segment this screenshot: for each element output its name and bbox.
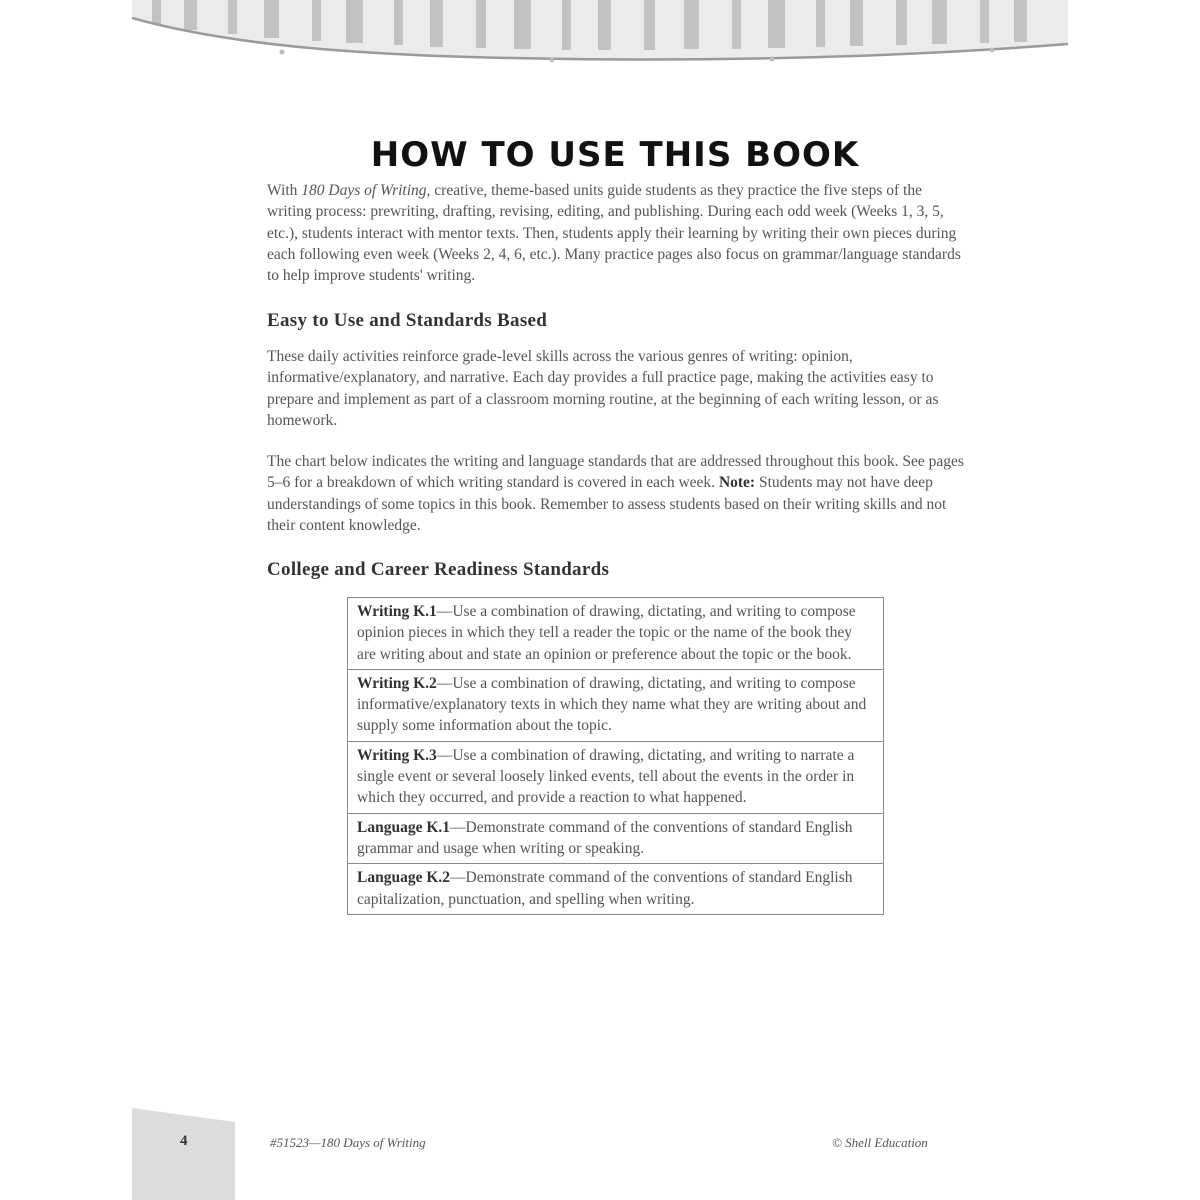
standard-row xyxy=(348,814,883,865)
standard-text: —Demonstrate command of the conventions of standard English capitalization, punctuation, and spelling when writing. xyxy=(357,869,853,908)
chart-paragraph xyxy=(267,451,967,536)
intro-with: With xyxy=(267,182,302,199)
standard-row xyxy=(348,670,883,742)
standards-table xyxy=(347,597,884,915)
note-label: Note: xyxy=(718,474,756,492)
standard-code: Writing K.1 xyxy=(357,603,437,620)
standard-text: —Use a combination of drawing, dictating, and writing to compose informative/explanatory texts in which they name what they are writing about and supply some information about the topic. xyxy=(357,674,867,735)
header-decoration xyxy=(132,0,1068,70)
standard-code: Writing K.3 xyxy=(357,746,437,764)
easy-paragraph: These daily activities reinforce grade-level skills across the various genres of writing: opinion, informative/explanatory, and narrative. Each day provides a full practice page, making the activities easy to prepare and implement as part of a classroom morning routine, at the beginning of each writing lesson, or as homework. xyxy=(267,348,939,429)
section-heading-easy: Easy to Use and Standards Based xyxy=(267,310,548,331)
intro-rest: , creative, theme-based units guide students as they practice the five steps of the writing process: prewriting, drafting, revising, editing, and publishing. During each odd week (Weeks 1, 3, 5, etc.), students interact with mentor texts. Then, students apply their learning by writing their own pieces during each following even week (Weeks 2, 4, 6, etc.). Many practice pages also focus on grammar/language standards to help improve students' writing. xyxy=(267,182,961,285)
intro-paragraph xyxy=(267,180,967,286)
standard-text: —Demonstrate command of the conventions of standard English grammar and usage when writing or speaking. xyxy=(357,818,853,857)
page-number-tab xyxy=(132,1108,235,1200)
standard-text: —Use a combination of drawing, dictating, and writing to narrate a single event or several loosely linked events, tell about the events in the order in which they occurred, and provide a reaction to what happened. xyxy=(357,746,855,807)
page-number: 4 xyxy=(180,1133,188,1149)
standard-code: Language K.1 xyxy=(357,818,451,836)
page-title: HOW TO USE THIS BOOK xyxy=(370,134,860,175)
standard-code: Writing K.2 xyxy=(357,674,437,692)
standard-row xyxy=(348,742,883,814)
standard-code: Language K.2 xyxy=(357,869,451,887)
standard-text: —Use a combination of drawing, dictating, and writing to compose opinion pieces in which they tell a reader the topic or the name of the book they are writing about and state an opinion or preference about the topic or the book. xyxy=(357,603,856,663)
footer-book-reference: #51523—180 Days of Writing xyxy=(270,1135,426,1150)
section-heading-standards: College and Career Readiness Standards xyxy=(267,559,610,580)
standard-row xyxy=(348,864,883,914)
chart-paragraph-start: The chart below indicates the writing and language standards that are addressed throughout this book. See pages 5–6 for a breakdown of which writing standard is covered in each week. xyxy=(267,453,964,492)
book-title: 180 Days of Writing xyxy=(301,182,427,199)
chart-paragraph-end: Students may not have deep understandings of some topics in this book. Remember to assess students based on their writing skills and not their content knowledge. xyxy=(267,474,947,534)
standard-row xyxy=(348,598,883,670)
footer-publisher: © Shell Education xyxy=(832,1135,928,1150)
